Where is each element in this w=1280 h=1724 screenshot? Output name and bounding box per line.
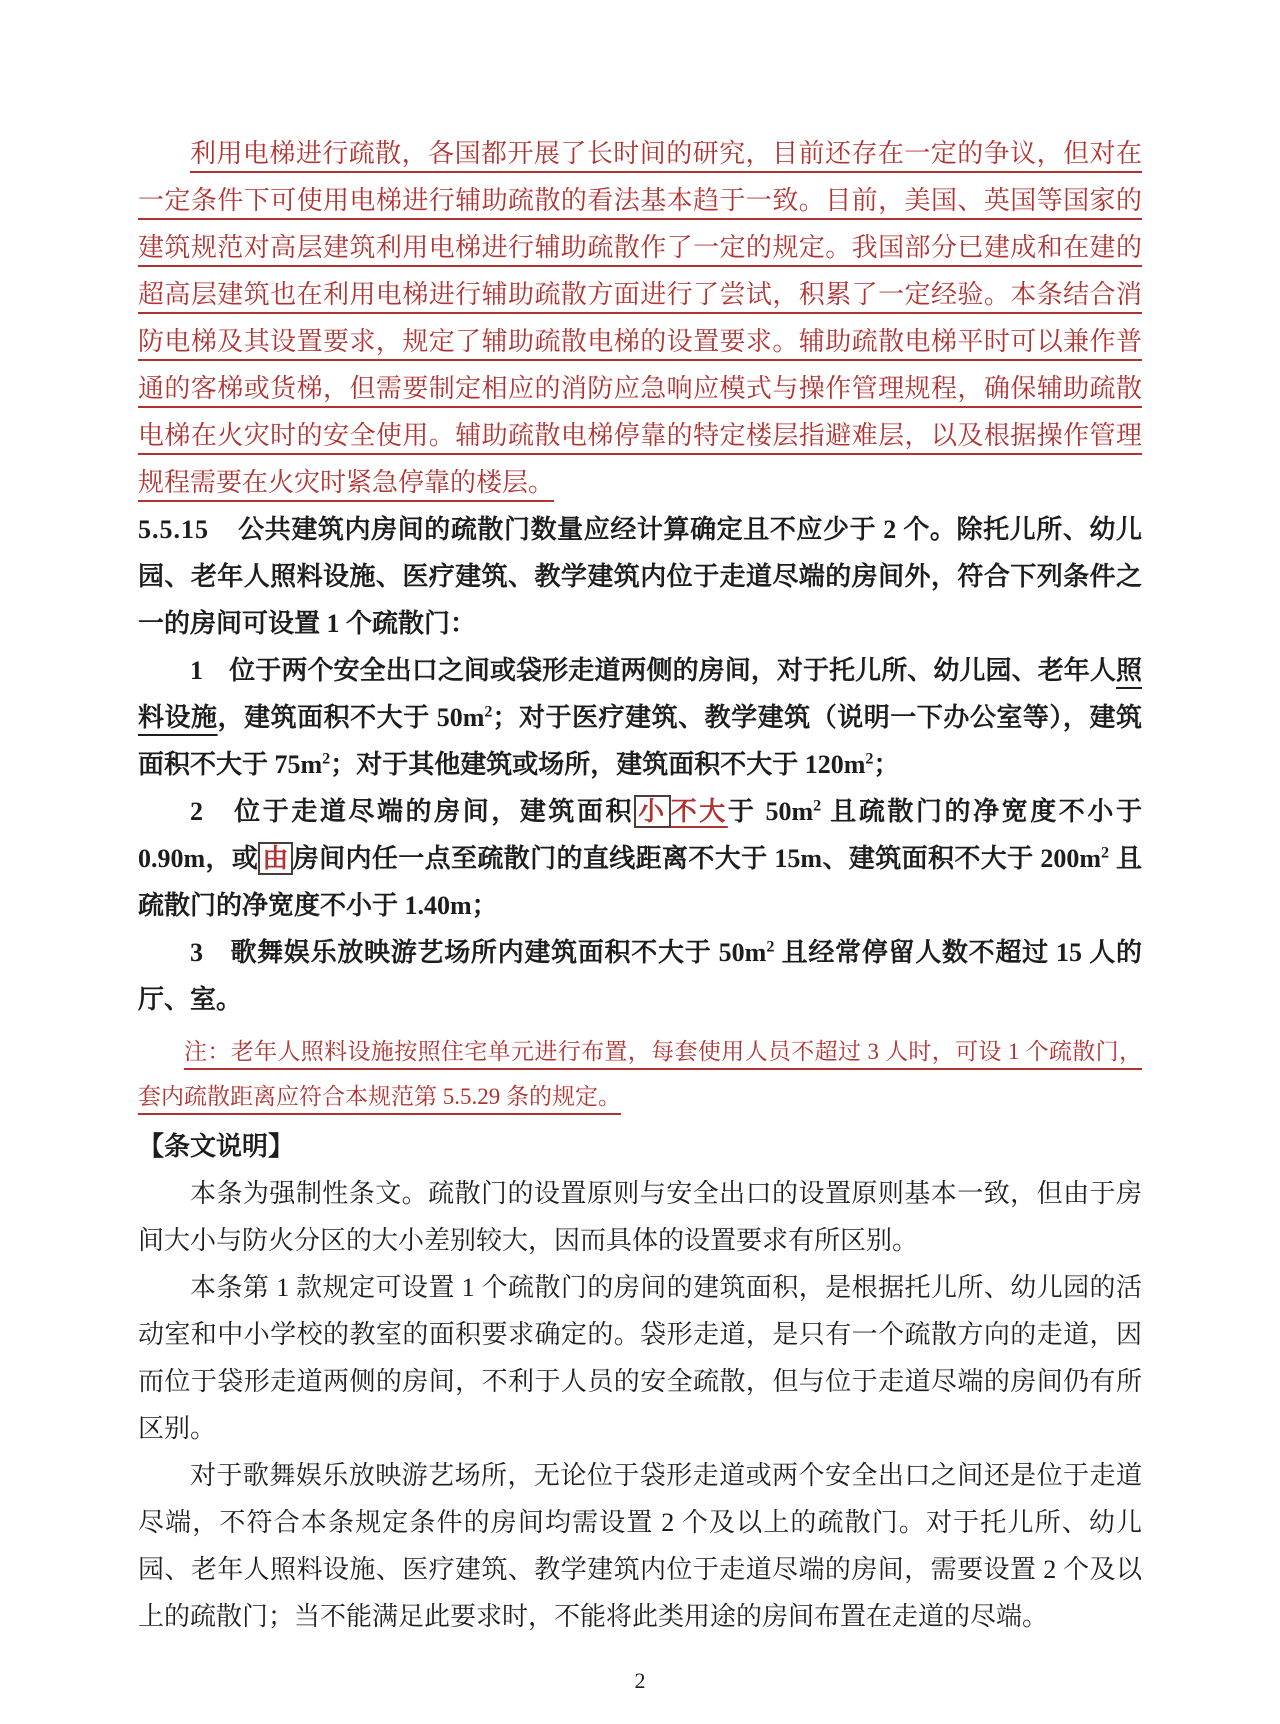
- clause-item-1: [138, 647, 1142, 788]
- red-underlined-text: 利用电梯进行疏散，各国都开展了长时间的研究，目前还存在一定的争议，但对在一定条件下可使用电梯进行辅助疏散的看法基本趋于一致。目前，美国、英国等国家的建筑规范对高层建筑利用电梯进行辅助疏散作了一定的规定。我国部分已建成和在建的超高层建筑也在利用电梯进行辅助疏散方面进行了尝试，积累了一定经验。本条结合消防电梯及其设置要求，规定了辅助疏散电梯的设置要求。辅助疏散电梯平时可以兼作普通的客梯或货梯，但需要制定相应的消防应急响应模式与操作管理规程，确保辅助疏散电梯在火灾时的安全使用。辅助疏散电梯停靠的特定楼层指避难层，以及根据操作管理规程需要在火灾时紧急停靠的楼层。: [138, 139, 1142, 497]
- item1-text: ；对于医疗建筑、教学建筑（说明一下办公室等），建筑面积不大于 75m: [138, 703, 1142, 779]
- explanation-text: 本条为强制性条文。疏散门的设置原则与安全出口的设置原则基本一致，但由于房间大小与防火分区的大小差别较大，因而具体的设置要求有所区别。: [138, 1179, 1142, 1255]
- explanation-paragraph-1: [138, 1170, 1142, 1264]
- clause-text: 公共建筑内房间的疏散门数量应经计算确定且不应少于 2 个。除托儿所、幼儿园、老年人照料设施、医疗建筑、教学建筑内位于走道尽端的房间外，符合下列条件之一的房间可设置 1 个疏散门：: [138, 515, 1142, 638]
- superscript-2: 2: [1101, 844, 1110, 862]
- section-header-explanation: [138, 1123, 1142, 1170]
- inserted-char-boxed: 小: [634, 795, 671, 828]
- clause-5-5-15-block: [138, 506, 1142, 1023]
- superscript-2: 2: [865, 750, 874, 768]
- item2-text: 于 50m: [727, 797, 814, 826]
- paragraph-elevator-evacuation-note: [138, 130, 1142, 506]
- item2-text: 房间内任一点至疏散门的直线距离不大于 15m、建筑面积不大于 200m: [292, 844, 1102, 873]
- item3-text: 且经常停留人数不超过 15 人的厅、室。: [138, 938, 1142, 1014]
- clause-number: 5.5.15: [138, 515, 209, 544]
- superscript-2: 2: [766, 938, 775, 956]
- explanation-text: 对于歌舞娱乐放映游艺场所，无论位于袋形走道或两个安全出口之间还是位于走道尽端，不符合本条规定条件的房间均需设置 2 个及以上的疏散门。对于托儿所、幼儿园、老年人照料设施、医疗建筑、教学建筑内位于走道尽端的房间，需要设置 2 个及以上的疏散门；当不能满足此要求时，不能将此类用途的房间布置在走道的尽端。: [138, 1461, 1142, 1631]
- clause-item-2: [138, 788, 1142, 929]
- superscript-2: 2: [322, 750, 331, 768]
- deleted-chars-marked: 不大: [670, 797, 728, 826]
- item3-text: 3 歌舞娱乐放映游艺场所内建筑面积不大于 50m: [190, 938, 767, 967]
- item1-text: ；: [873, 750, 900, 779]
- explanation-paragraph-3: [138, 1452, 1142, 1640]
- item2-text: 且疏散门的净宽度不小于 1.40m；: [138, 844, 1142, 920]
- explanation-text: 本条第 1 款规定可设置 1 个疏散门的房间的建筑面积，是根据托儿所、幼儿园的活动室和中小学校的教室的面积要求确定的。袋形走道，是只有一个疏散方向的走道，因而位于袋形走道两侧的房间，不利于人员的安全疏散，但与位于走道尽端的房间仍有所区别。: [138, 1273, 1142, 1443]
- explanation-paragraph-2: [138, 1264, 1142, 1452]
- item2-text: 2 位于走道尽端的房间，建筑面积: [190, 797, 635, 826]
- page-number: 2: [634, 1668, 646, 1693]
- item1-text: 1 位于两个安全出口之间或袋形走道两侧的房间，对于托儿所、幼儿园、老年人: [190, 656, 1116, 685]
- item1-text: ；对于其他建筑或场所，建筑面积不大于 120m: [330, 750, 866, 779]
- clause-item-3: [138, 929, 1142, 1023]
- clause-5-5-15: [138, 506, 1142, 647]
- inserted-char-boxed: 由: [258, 842, 292, 875]
- item1-underlined-text: 照料设施: [138, 656, 1142, 732]
- document-content: [138, 0, 1142, 1640]
- superscript-2: 2: [813, 797, 822, 815]
- item1-text: ，建筑面积不大于 50m: [217, 703, 485, 732]
- paragraph-note-elderly-care: [138, 1029, 1142, 1119]
- item2-text: 且疏散门的净宽度不小于 0.90m，或: [138, 797, 1142, 873]
- superscript-2: 2: [484, 703, 493, 721]
- red-underlined-note-text: 注：老年人照料设施按照住宅单元进行布置，每套使用人员不超过 3 人时，可设 1 个疏散门，套内疏散距离应符合本规范第 5.5.29 条的规定。: [138, 1039, 1142, 1109]
- section-header-text: 【条文说明】: [138, 1131, 295, 1161]
